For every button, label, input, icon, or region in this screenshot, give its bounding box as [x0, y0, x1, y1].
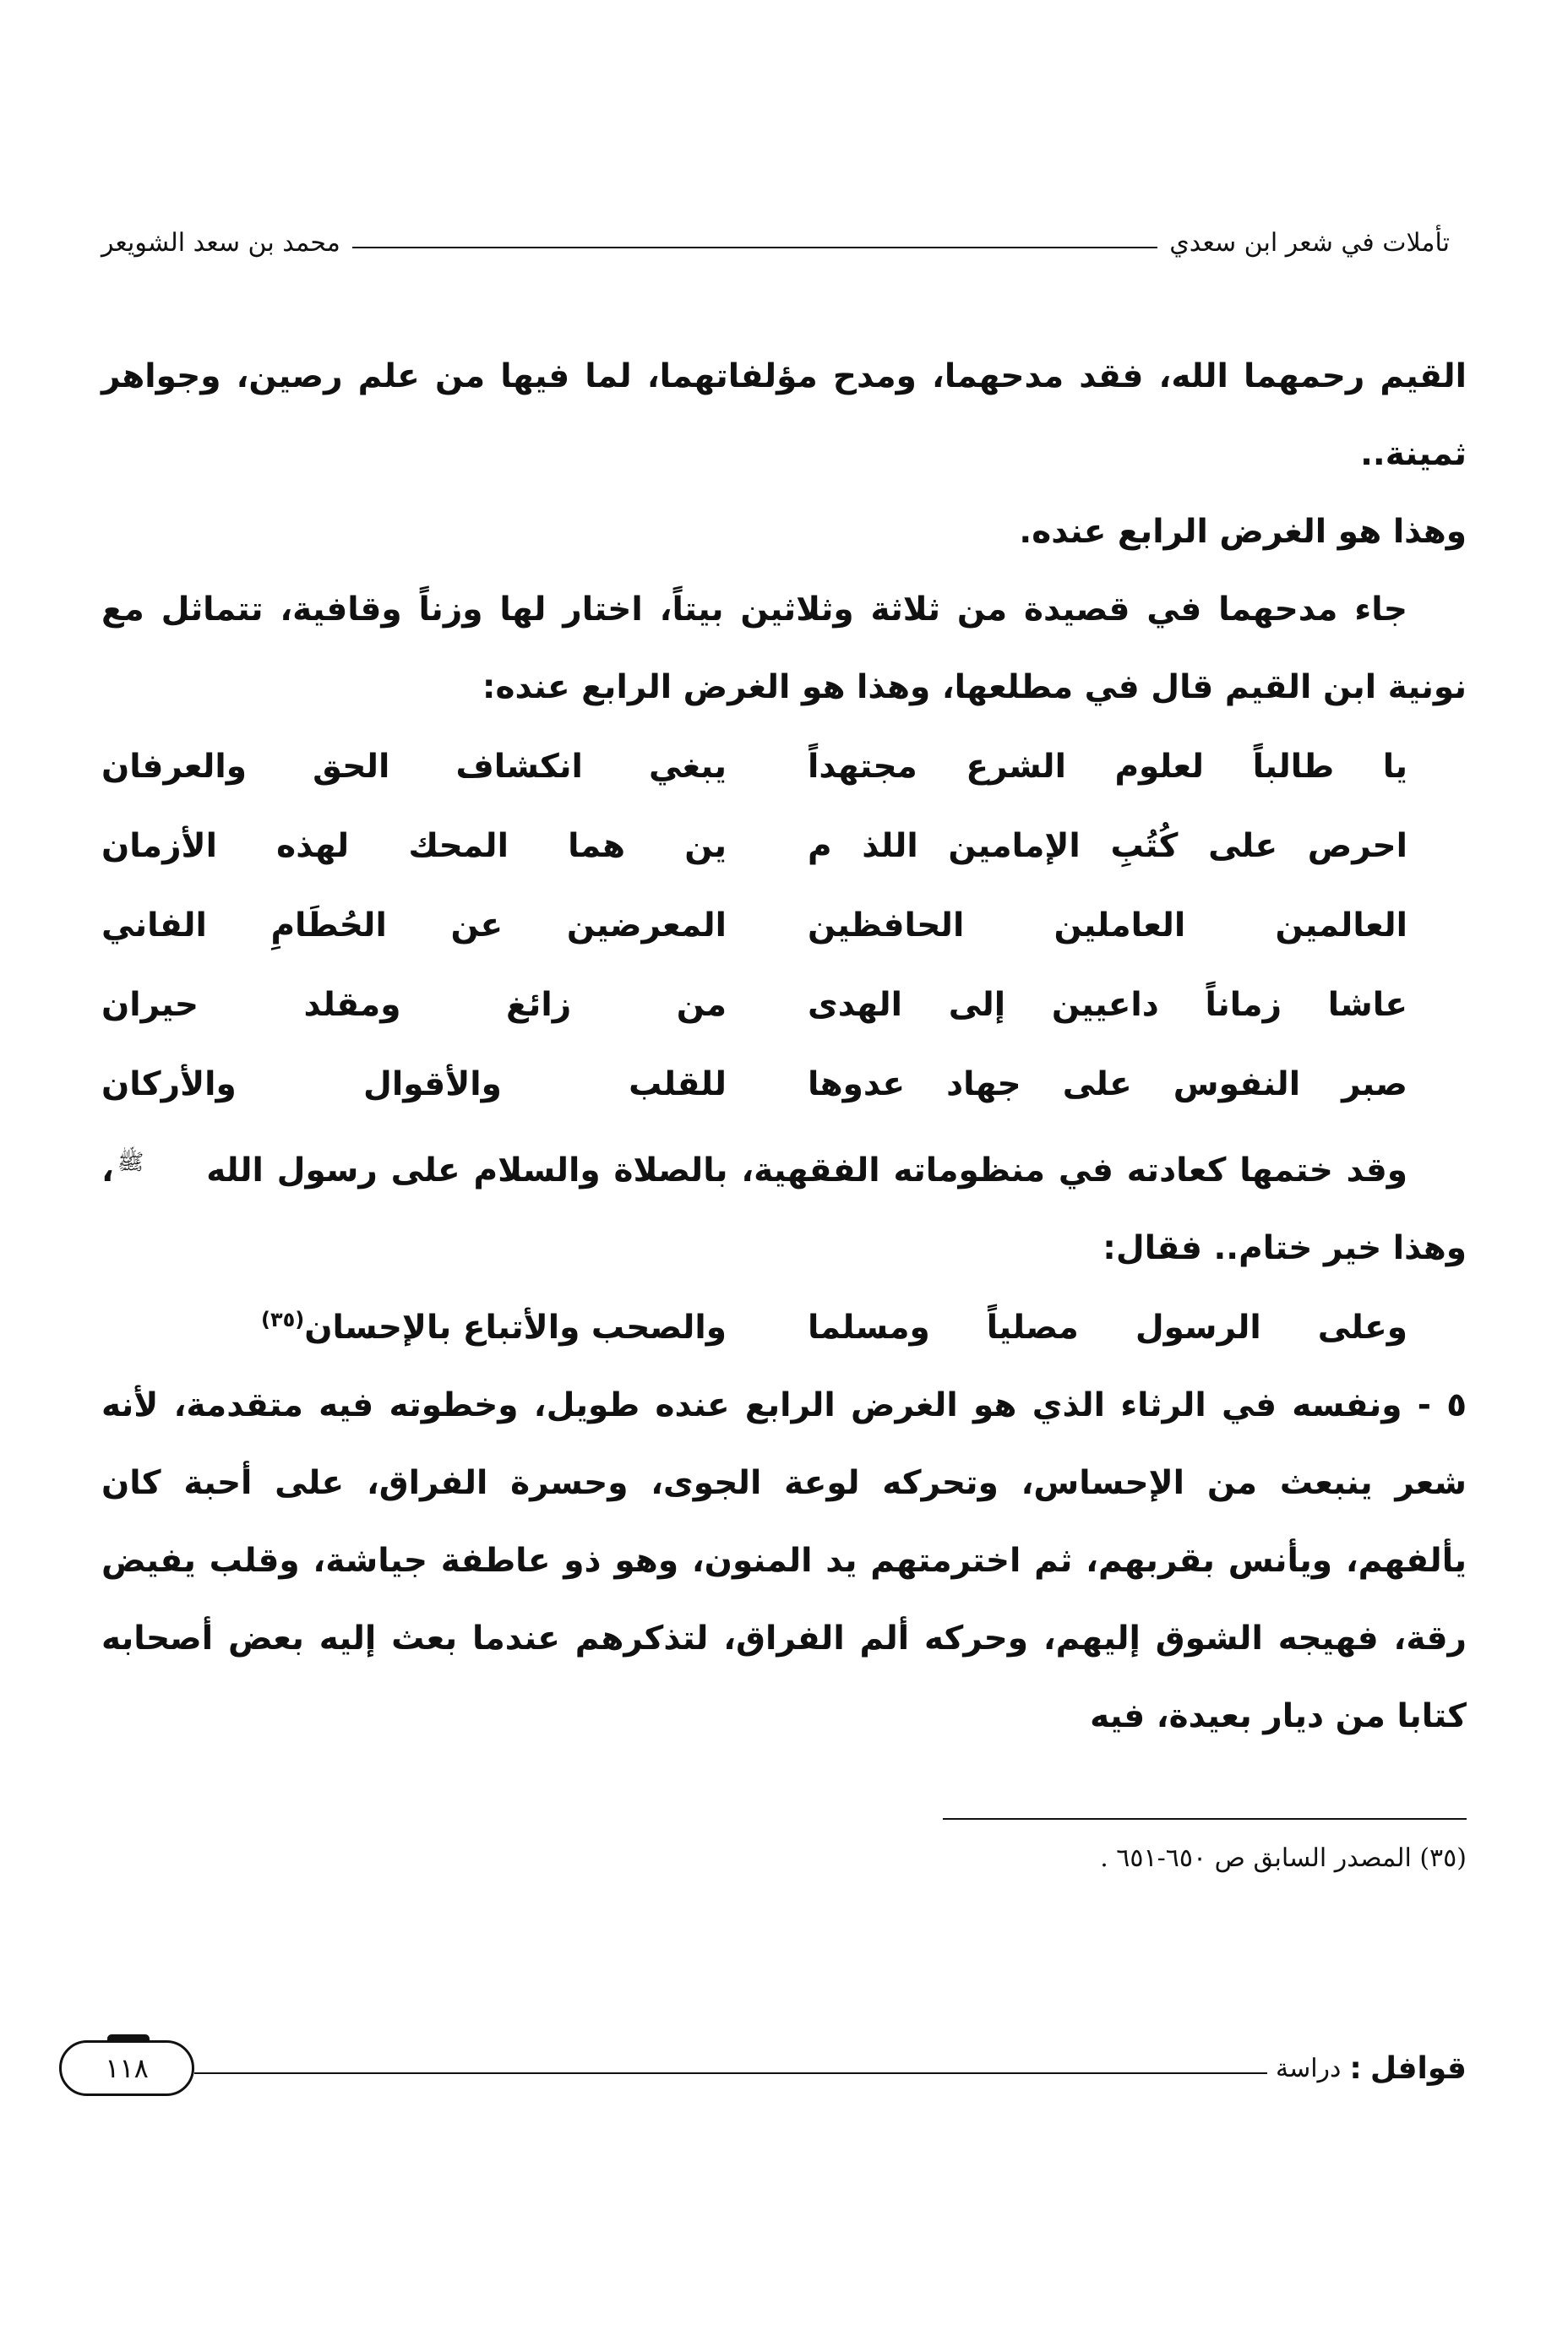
- header-rule: [352, 247, 1157, 248]
- footnote-35: (٣٥) المصدر السابق ص ٦٥٠-٦٥١ .: [1100, 1843, 1467, 1873]
- footer-section: دراسة: [1276, 2053, 1342, 2083]
- verse-4-first-hemistich: عاشا زماناً داعيين إلى الهدى: [808, 985, 1407, 1024]
- footer-rule: [194, 2072, 1267, 2074]
- verse-4: [101, 965, 1467, 1044]
- header-author: محمد بن سعد الشويعر: [101, 227, 340, 258]
- footer-journal-name: قوافل: [1369, 2050, 1467, 2086]
- verse-1-first-hemistich: يا طالباً لعلوم الشرع مجتهداً: [808, 747, 1407, 786]
- poem-verses: [101, 727, 1467, 1124]
- main-text: [101, 338, 1467, 1756]
- verse-5: [101, 1044, 1467, 1124]
- paragraph-1-line-1: القيم رحمهما الله، فقد مدحهما، ومدح مؤلفاتهما، لما فيها من علم رصين، وجواهر ثمينة..: [101, 357, 1467, 473]
- paragraph-3-after: ، وهذا خير ختام.. فقال:: [101, 1152, 1467, 1267]
- closing-verse-first-hemistich: وعلى الرسول مصلياً ومسلما: [808, 1308, 1407, 1347]
- verse-1-second-hemistich: يبغي انكشاف الحق والعرفان: [101, 747, 727, 786]
- footnote-separator: [943, 1818, 1467, 1820]
- page-number-badge: [59, 2040, 194, 2096]
- paragraph-3-before: وقد ختمها كعادته في منظوماته الفقهية، بالصلاة والسلام على رسول الله: [206, 1152, 1407, 1190]
- closing-verse-second-hemistich-wrap: [101, 1308, 727, 1347]
- verse-5-first-hemistich: صبر النفوس على جهاد عدوها: [808, 1064, 1407, 1103]
- verse-3-second-hemistich: المعرضين عن الحُطَامِ الفاني: [101, 906, 727, 945]
- paragraph-3: [101, 1124, 1467, 1288]
- page-footer: [59, 2034, 1467, 2102]
- verse-1: [101, 727, 1467, 806]
- paragraph-2: جاء مدحهما في قصيدة من ثلاثة وثلاثين بيتاً، اختار لها وزناً وقافية، تتماثل مع نونية ابن القيم قال في مطلعها، وهذا هو الغرض الرابع عنده:: [101, 591, 1467, 706]
- verse-2-first-hemistich: احرص على كُتُبِ الإمامين اللذ م: [808, 826, 1407, 865]
- page-number: ١١٨: [105, 2052, 149, 2084]
- verse-3: [101, 885, 1467, 965]
- verse-5-second-hemistich: للقلب والأقوال والأركان: [101, 1064, 727, 1103]
- pbuh-ligature-icon: ﷺ: [117, 1150, 144, 1175]
- header-title: تأملات في شعر ابن سعدي: [1169, 227, 1450, 258]
- closing-verse-second-hemistich: والصحب والأتباع بالإحسان: [304, 1309, 727, 1347]
- footnote-reference-35: (٣٥): [260, 1308, 305, 1331]
- verse-4-second-hemistich: من زائغ ومقلد حيران: [101, 985, 727, 1024]
- closing-verse: [101, 1288, 1467, 1367]
- running-header: [101, 221, 1450, 264]
- footer-colon: :: [1349, 2050, 1362, 2086]
- verse-3-first-hemistich: العالمين العاملين الحافظين: [808, 906, 1407, 945]
- verse-2-second-hemistich: ين هما المحك لهذه الأزمان: [101, 826, 727, 865]
- verse-2: [101, 806, 1467, 885]
- paragraph-4: ٥ - ونفسه في الرثاء الذي هو الغرض الرابع عنده طويل، وخطوته فيه متقدمة، لأنه شعر ينبعث من الإحساس، وتحركه لوعة الجوى، وحسرة الفراق، على أحبة كان يألفهم، ويأنس بقربهم، ثم اخترمتهم يد المنون، وهو ذو عاطفة جياشة، وقلب يفيض رقة، فهيجه الشوق إليهم، وحركه ألم الفراق، لتذكرهم عندما بعث إليه بعض أصحابه كتابا من ديار بعيدة، فيه: [101, 1386, 1467, 1735]
- paragraph-1-line-2: وهذا هو الغرض الرابع عنده.: [1019, 513, 1467, 551]
